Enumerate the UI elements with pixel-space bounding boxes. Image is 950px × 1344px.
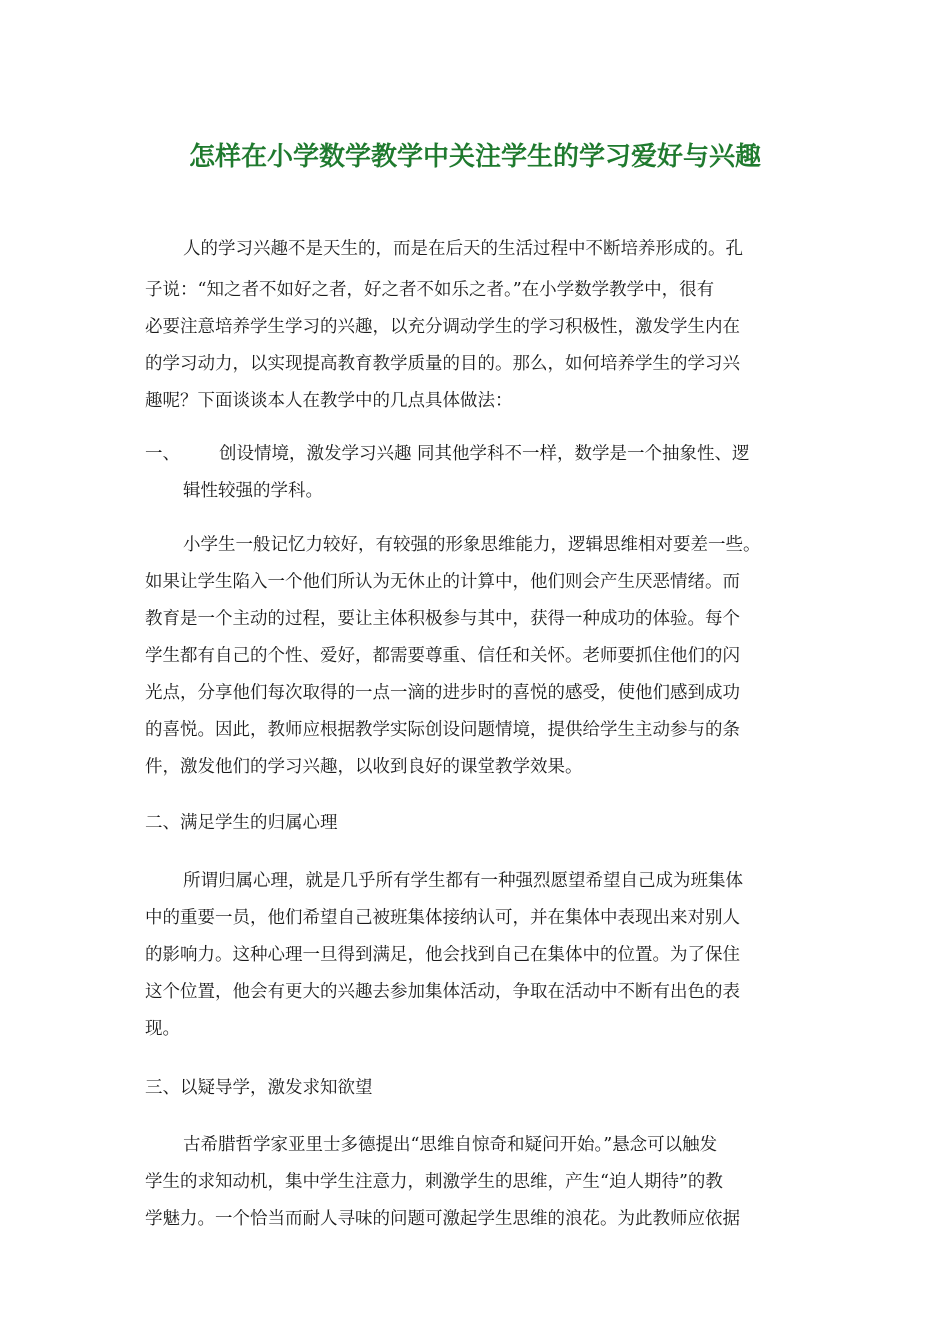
section-heading-2: 二、满足学生的归属心理 — [145, 813, 338, 833]
paragraph-line: 如果让学生陷入一个他们所认为无休止的计算中，他们则会产生厌恶情绪。而 — [145, 572, 740, 592]
paragraph-line: 学生的求知动机，集中学生注意力，刺激学生的思维，产生“迫人期待”的教 — [145, 1172, 723, 1192]
paragraph-line: 趣呢？下面谈谈本人在教学中的几点具体做法： — [145, 391, 513, 411]
paragraph-line: 必要注意培养学生学习的兴趣，以充分调动学生的学习积极性，激发学生内在 — [145, 317, 740, 337]
paragraph-line: 中的重要一员，他们希望自己被班集体接纳认可，并在集体中表现出来对别人 — [145, 908, 740, 928]
paragraph-line: 子说：“知之者不如好之者，好之者不如乐之者。”在小学数学教学中，很有 — [145, 280, 715, 300]
paragraph-line: 学生都有自己的个性、爱好，都需要尊重、信任和关怀。老师要抓住他们的闪 — [145, 646, 740, 666]
paragraph-line: 古希腊哲学家亚里士多德提出“思维自惊奇和疑问开始。”悬念可以触发 — [183, 1135, 718, 1155]
section-heading-1: 一、 创设情境，激发学习兴趣 同其他学科不一样，数学是一个抽象性、逻 — [145, 444, 750, 464]
paragraph-line: 辑性较强的学科。 — [183, 481, 323, 501]
paragraph-line: 的影响力。这种心理一旦得到满足，他会找到自己在集体中的位置。为了保住 — [145, 945, 740, 965]
paragraph-line: 件，激发他们的学习兴趣，以收到良好的课堂教学效果。 — [145, 757, 583, 777]
paragraph-line: 小学生一般记忆力较好，有较强的形象思维能力，逻辑思维相对要差一些。 — [183, 535, 761, 555]
paragraph-line: 这个位置，他会有更大的兴趣去参加集体活动，争取在活动中不断有出色的表 — [145, 982, 740, 1002]
section-heading-3: 三、以疑导学，激发求知欲望 — [145, 1078, 373, 1098]
paragraph-line: 教育是一个主动的过程，要让主体积极参与其中，获得一种成功的体验。每个 — [145, 609, 740, 629]
paragraph-line: 所谓归属心理，就是几乎所有学生都有一种强烈愿望希望自己成为班集体 — [183, 871, 743, 891]
paragraph-line: 学魅力。一个恰当而耐人寻味的问题可激起学生思维的浪花。为此教师应依据 — [145, 1209, 740, 1229]
paragraph-line: 的喜悦。因此，教师应根据教学实际创设问题情境，提供给学生主动参与的条 — [145, 720, 740, 740]
paragraph-line: 光点，分享他们每次取得的一点一滴的进步时的喜悦的感受，使他们感到成功 — [145, 683, 740, 703]
paragraph-line: 现。 — [145, 1019, 180, 1039]
paragraph-line: 的学习动力，以实现提高教育教学质量的目的。那么，如何培养学生的学习兴 — [145, 354, 740, 374]
document-title: 怎样在小学数学教学中关注学生的学习爱好与兴趣 — [188, 142, 761, 172]
paragraph-line: 人的学习兴趣不是天生的，而是在后天的生活过程中不断培养形成的。孔 — [183, 239, 743, 259]
